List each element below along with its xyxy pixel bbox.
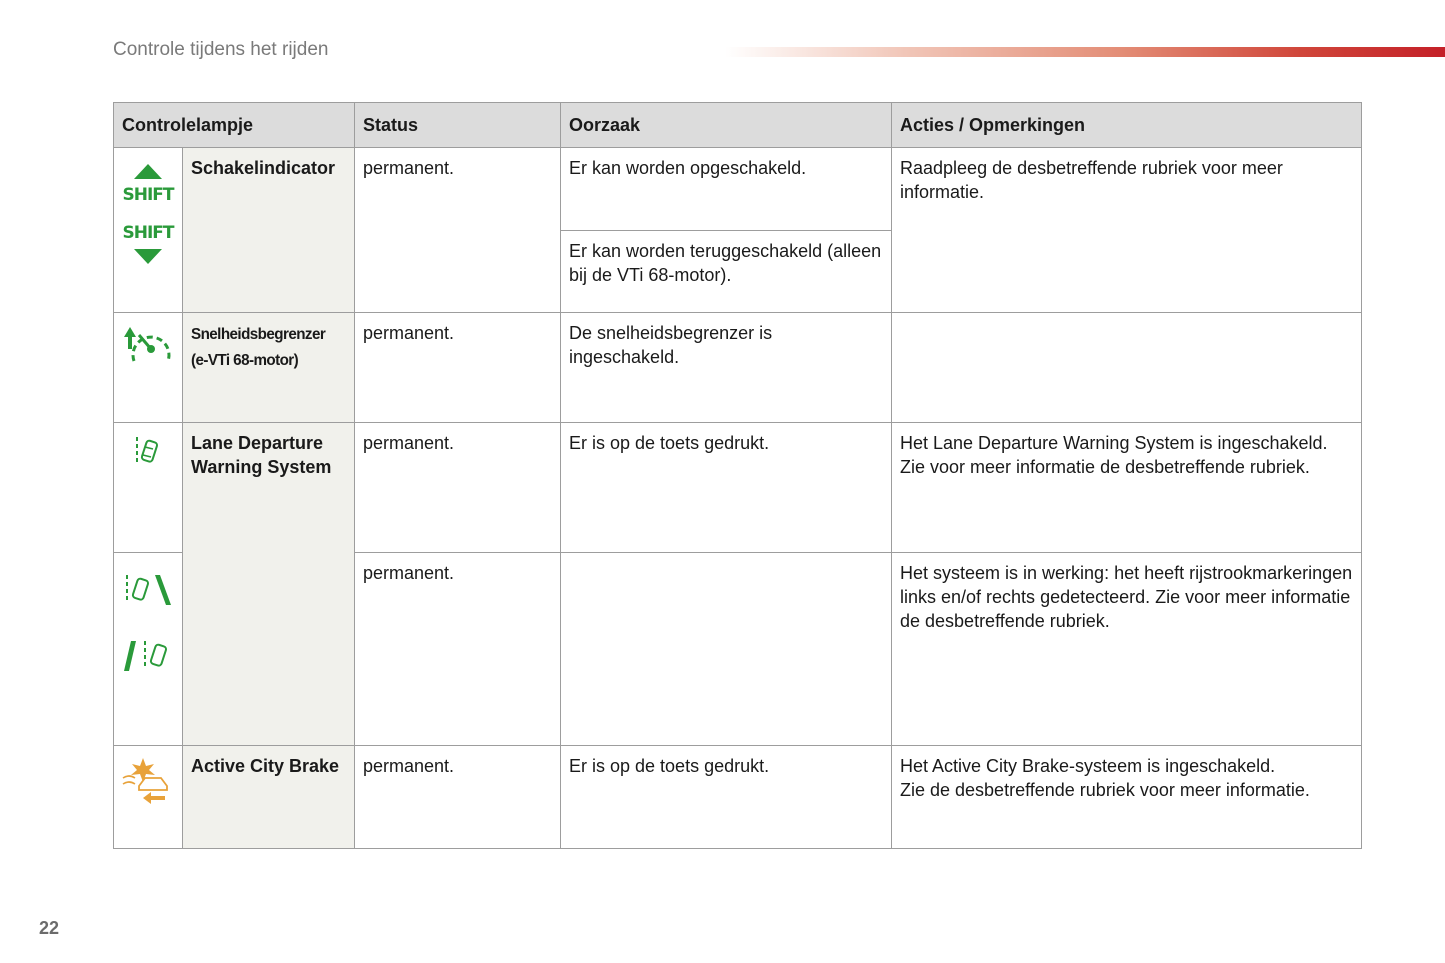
cause-cell: [561, 553, 892, 746]
cause-cell: Er kan worden opgeschakeld.: [561, 148, 892, 231]
header-accent-bar: [725, 47, 1445, 57]
action-cell: [892, 313, 1362, 423]
table-row: [114, 423, 1362, 553]
lane-departure-icon: [133, 433, 163, 469]
header-actions: Acties / Opmerkingen: [892, 103, 1362, 148]
cause-cell: Er is op de toets gedrukt.: [561, 423, 892, 553]
lane-detected-icon-cell: [114, 553, 183, 746]
cause-cell: Er is op de toets gedrukt.: [561, 746, 892, 849]
status-cell: permanent.: [355, 313, 561, 423]
warning-lights-table: [113, 102, 1362, 849]
shift-indicator-icon-cell: [114, 148, 183, 313]
action-cell: Het systeem is in werking: het heeft rijstrookmarkeringen links en/of rechts gedetecteerd. Zie voor meer informatie de desbetreffende rubriek.: [892, 553, 1362, 746]
warning-light-name: Active City Brake: [183, 746, 355, 849]
table-row: [114, 746, 1362, 849]
active-city-brake-icon-cell: [114, 746, 183, 849]
action-cell: Het Active City Brake-systeem is ingeschakeld. Zie de desbetreffende rubriek voor meer informatie.: [892, 746, 1362, 849]
status-cell: permanent.: [355, 553, 561, 746]
warning-light-name: Snelheidsbegrenzer (e-VTi 68-motor): [183, 313, 355, 423]
lane-departure-icon-cell: [114, 423, 183, 553]
status-cell: permanent.: [355, 423, 561, 553]
table-header-row: [114, 103, 1362, 148]
lane-detected-right-icon: [123, 637, 173, 675]
active-city-brake-icon: [121, 756, 175, 806]
table-row: [114, 313, 1362, 423]
action-cell: Raadpleeg de desbetreffende rubriek voor meer informatie.: [892, 148, 1362, 313]
table-row: [114, 148, 1362, 231]
header-warning-light: Controlelampje: [114, 103, 355, 148]
cause-cell: De snelheidsbegrenzer is ingeschakeld.: [561, 313, 892, 423]
lane-detected-left-icon: [123, 571, 173, 609]
warning-light-name: Schakelindicator: [183, 148, 355, 313]
header-cause: Oorzaak: [561, 103, 892, 148]
status-cell: permanent.: [355, 148, 561, 313]
action-cell: Het Lane Departure Warning System is ingeschakeld. Zie voor meer informatie de desbetreffende rubriek.: [892, 423, 1362, 553]
section-title: Controle tijdens het rijden: [113, 39, 329, 60]
status-cell: permanent.: [355, 746, 561, 849]
header-status: Status: [355, 103, 561, 148]
warning-light-name: Lane Departure Warning System: [183, 423, 355, 746]
shift-up-icon: SHIFT: [118, 164, 178, 205]
speed-limiter-icon-cell: [114, 313, 183, 423]
page-number: 22: [39, 918, 60, 938]
speed-limiter-icon: [120, 323, 176, 367]
cause-cell: Er kan worden teruggeschakeld (alleen bij de VTi 68-motor).: [561, 231, 892, 313]
shift-down-icon: SHIFT: [118, 223, 178, 264]
